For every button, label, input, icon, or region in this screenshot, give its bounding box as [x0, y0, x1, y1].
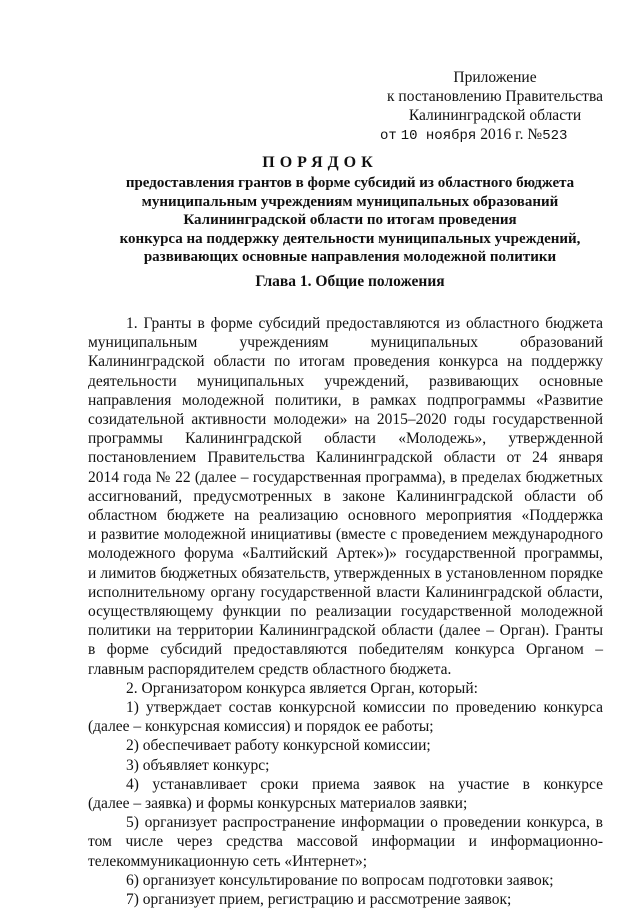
appendix-date-line: [380, 125, 610, 146]
document-subtitle: [88, 174, 612, 267]
text-line: том числе через средства массовой информации и информационно-: [88, 833, 603, 851]
subtitle-line: муниципальным учреждениям муниципальных образований: [141, 193, 559, 210]
text-line: Калининградской области по итогам проведения конкурса на поддержку: [88, 353, 603, 371]
text-line: и развитие молодежной инициативы (вместе с проведением международного: [88, 526, 603, 544]
text-line: и лимитов бюджетных обязательств, утвержденных в установленном порядке: [88, 564, 603, 582]
text-line: телекоммуникационную сеть «Интернет»;: [88, 852, 368, 870]
appendix-decree-line: к постановлению Правительства: [387, 88, 603, 105]
subtitle-line: предоставления грантов в форме субсидий из областного бюджета: [125, 175, 575, 191]
document-title: ПОРЯДОК: [262, 154, 378, 171]
text-line: исполнительному органу государственной власти Калининградской области,: [88, 583, 603, 601]
date-value: 10 ноября: [400, 128, 477, 144]
text-line: в форме субсидий предоставляются победителям конкурса Органом –: [88, 641, 603, 659]
text-line: осуществляющему функции по реализации государственной молодежной: [88, 603, 603, 621]
text-line: (далее – конкурсная комиссия) и порядок ее работы;: [88, 718, 434, 736]
text-line: областном бюджете на реализацию основного мероприятия «Поддержка: [88, 507, 603, 525]
number-value: 523: [542, 128, 568, 144]
text-line: ассигнований, предусмотренных в законе Калининградской области об: [88, 487, 603, 505]
text-line: молодежного форума «Балтийский Артек»)» государственной программы,: [88, 545, 603, 563]
text-line: деятельности муниципальных учреждений, развивающих основные: [88, 372, 603, 390]
body-text: [88, 314, 603, 909]
text-line: 2014 года № 22 (далее – государственная программа), в пределах бюджетных: [88, 468, 603, 486]
text-line: 1) утверждает состав конкурсной комиссии по проведению конкурса: [126, 699, 603, 717]
text-line: 2. Организатором конкурса является Орган, который:: [126, 679, 478, 697]
subtitle-line: Калининградской области по итогам проведения: [183, 212, 517, 228]
subtitle-line: конкурса на поддержку деятельности муниципальных учреждений,: [119, 230, 581, 247]
subtitle-line: развивающих основные направления молодежной политики: [143, 249, 557, 265]
text-line: 4) устанавливает сроки приема заявок на участие в конкурсе: [126, 775, 603, 793]
text-line: 5) организует распространение информации о проведении конкурса, в: [126, 814, 603, 832]
text-line: 1. Гранты в форме субсидий предоставляются из областного бюджета: [126, 315, 603, 332]
text-line: 2) обеспечивает работу конкурсной комиссии;: [126, 737, 431, 755]
text-line: (далее – заявка) и формы конкурсных материалов заявки;: [88, 795, 468, 813]
text-line: 7) организует прием, регистрацию и рассмотрение заявок;: [126, 891, 512, 909]
appendix-block: [380, 68, 610, 146]
text-line: главным распорядителем средств областного бюджета.: [88, 660, 452, 678]
appendix-label: Приложение: [453, 69, 537, 86]
number-prefix: №: [527, 126, 543, 143]
appendix-region-line: Калининградской области: [408, 107, 582, 124]
text-line: направления молодежной политики, в рамках подпрограммы «Развитие: [88, 391, 603, 409]
text-line: постановлением Правительства Калининградской области от 24 января: [88, 449, 603, 467]
text-line: 3) объявляет конкурс;: [126, 756, 270, 774]
text-line: политики на территории Калининградской области (далее – Орган). Гранты: [88, 622, 603, 640]
text-line: программы Калининградской области «Молодежь», утвержденной: [88, 430, 603, 448]
text-line: созидательной активности молодежи» на 2015–2020 годы государственной: [88, 411, 603, 429]
text-line: 6) организует консультирование по вопросам подготовки заявок;: [126, 871, 554, 889]
date-year: 2016 г.: [480, 126, 524, 143]
chapter-heading: Глава 1. Общие положения: [255, 273, 445, 290]
date-prefix: от: [380, 128, 397, 144]
text-line: муниципальным учреждениям муниципальных образований: [88, 334, 603, 352]
